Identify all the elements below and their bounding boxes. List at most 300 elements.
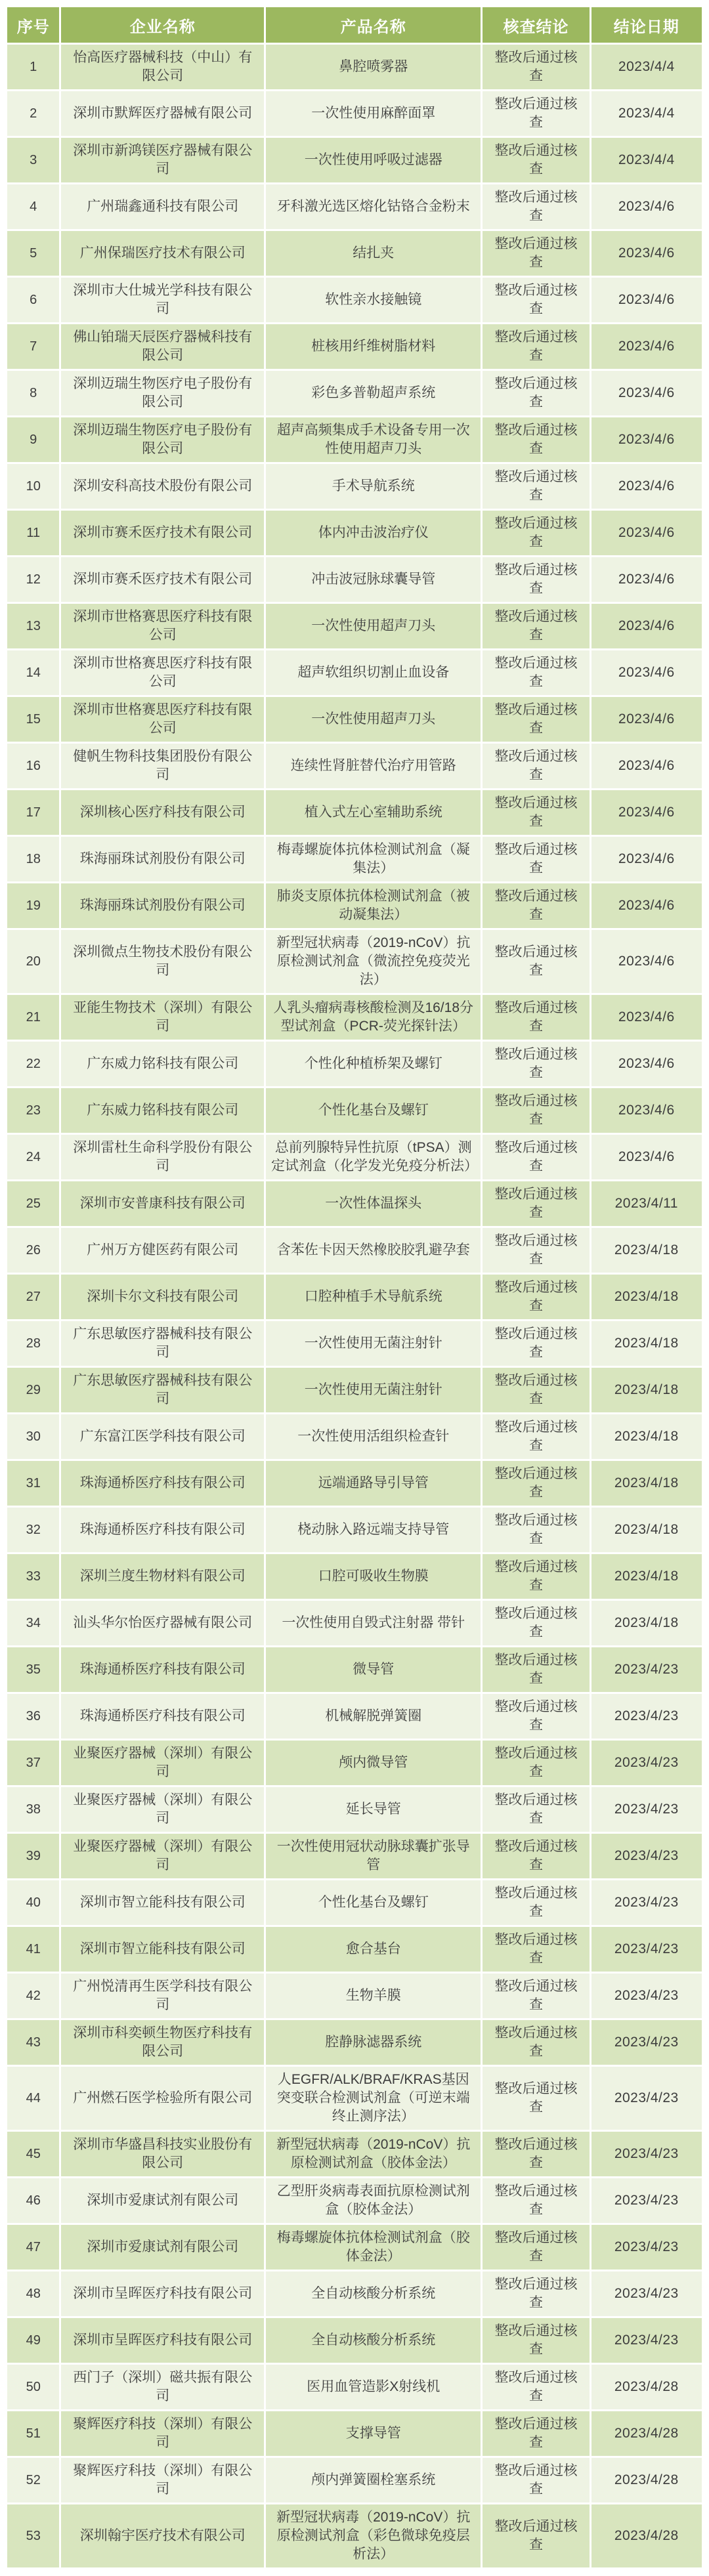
cell-conclusion: 整改后通过核查 <box>483 995 589 1040</box>
cell-conclusion: 整改后通过核查 <box>483 1508 589 1552</box>
table-header <box>7 7 702 43</box>
table-row <box>7 1228 702 1273</box>
table-row <box>7 138 702 182</box>
cell-product: 一次性使用麻醉面罩 <box>266 91 481 136</box>
table-row <box>7 2365 702 2409</box>
cell-conclusion: 整改后通过核查 <box>483 790 589 835</box>
cell-conclusion: 整改后通过核查 <box>483 744 589 788</box>
cell-product: 一次性使用超声刀头 <box>266 604 481 648</box>
cell-company: 深圳市安普康科技有限公司 <box>61 1181 264 1226</box>
cell-company: 深圳雷杜生命科学股份有限公司 <box>61 1135 264 1179</box>
cell-seq: 18 <box>7 837 59 881</box>
cell-seq: 10 <box>7 464 59 509</box>
cell-seq: 49 <box>7 2318 59 2363</box>
cell-company: 深圳市世格赛思医疗科技有限公司 <box>61 697 264 742</box>
cell-seq: 19 <box>7 883 59 928</box>
cell-conclusion: 整改后通过核查 <box>483 417 589 462</box>
cell-seq: 22 <box>7 1042 59 1086</box>
cell-date: 2023/4/4 <box>591 91 702 136</box>
cell-date: 2023/4/18 <box>591 1461 702 1506</box>
cell-conclusion: 整改后通过核查 <box>483 278 589 322</box>
cell-date: 2023/4/6 <box>591 278 702 322</box>
cell-company: 广东威力铭科技有限公司 <box>61 1088 264 1133</box>
cell-date: 2023/4/23 <box>591 2178 702 2223</box>
cell-product: 人乳头瘤病毒核酸检测及16/18分型试剂盒（PCR-荧光探针法） <box>266 995 481 1040</box>
cell-conclusion: 整改后通过核查 <box>483 1042 589 1086</box>
cell-product: 腔静脉滤器系统 <box>266 2020 481 2065</box>
cell-seq: 50 <box>7 2365 59 2409</box>
cell-date: 2023/4/6 <box>591 604 702 648</box>
cell-date: 2023/4/23 <box>591 2132 702 2176</box>
cell-conclusion: 整改后通过核查 <box>483 837 589 881</box>
cell-seq: 35 <box>7 1647 59 1692</box>
cell-date: 2023/4/23 <box>591 2020 702 2065</box>
cell-date: 2023/4/11 <box>591 1181 702 1226</box>
cell-date: 2023/4/6 <box>591 417 702 462</box>
cell-company: 珠海丽珠试剂股份有限公司 <box>61 837 264 881</box>
cell-seq: 14 <box>7 650 59 695</box>
cell-conclusion: 整改后通过核查 <box>483 91 589 136</box>
cell-company: 深圳微点生物技术股份有限公司 <box>61 930 264 993</box>
cell-conclusion: 整改后通过核查 <box>483 1088 589 1133</box>
cell-product: 结扎夹 <box>266 231 481 276</box>
column-header-company: 企业名称 <box>61 7 264 43</box>
cell-product: 一次性使用无菌注射针 <box>266 1368 481 1412</box>
cell-date: 2023/4/18 <box>591 1601 702 1645</box>
cell-company: 深圳市赛禾医疗技术有限公司 <box>61 557 264 602</box>
cell-conclusion: 整改后通过核查 <box>483 231 589 276</box>
cell-conclusion: 整改后通过核查 <box>483 1974 589 2018</box>
cell-seq: 6 <box>7 278 59 322</box>
cell-company: 深圳市智立能科技有限公司 <box>61 1927 264 1972</box>
column-header-date: 结论日期 <box>591 7 702 43</box>
cell-seq: 32 <box>7 1508 59 1552</box>
cell-company: 深圳翰宇医疗技术有限公司 <box>61 2504 264 2567</box>
cell-company: 业聚医疗器械（深圳）有限公司 <box>61 1787 264 1832</box>
cell-date: 2023/4/6 <box>591 324 702 369</box>
cell-seq: 12 <box>7 557 59 602</box>
table-row <box>7 1647 702 1692</box>
table-row <box>7 1601 702 1645</box>
table-row <box>7 1834 702 1878</box>
cell-date: 2023/4/6 <box>591 930 702 993</box>
cell-conclusion: 整改后通过核查 <box>483 604 589 648</box>
table-row <box>7 604 702 648</box>
cell-product: 含苯佐卡因天然橡胶胶乳避孕套 <box>266 1228 481 1273</box>
table-row <box>7 744 702 788</box>
cell-conclusion: 整改后通过核查 <box>483 2225 589 2270</box>
cell-date: 2023/4/18 <box>591 1321 702 1366</box>
table-row <box>7 184 702 229</box>
table-body <box>7 45 702 2567</box>
cell-conclusion: 整改后通过核查 <box>483 371 589 415</box>
cell-date: 2023/4/6 <box>591 371 702 415</box>
cell-seq: 33 <box>7 1554 59 1599</box>
cell-conclusion: 整改后通过核查 <box>483 697 589 742</box>
cell-seq: 9 <box>7 417 59 462</box>
cell-company: 广东富江医学科技有限公司 <box>61 1414 264 1459</box>
cell-company: 深圳市默辉医疗器械有限公司 <box>61 91 264 136</box>
cell-product: 一次性使用超声刀头 <box>266 697 481 742</box>
cell-product: 延长导管 <box>266 1787 481 1832</box>
cell-date: 2023/4/6 <box>591 883 702 928</box>
cell-seq: 46 <box>7 2178 59 2223</box>
table-row <box>7 2271 702 2316</box>
cell-company: 珠海通桥医疗科技有限公司 <box>61 1508 264 1552</box>
cell-company: 广东思敏医疗器械科技有限公司 <box>61 1321 264 1366</box>
cell-conclusion: 整改后通过核查 <box>483 324 589 369</box>
cell-product: 一次性使用活组织检查针 <box>266 1414 481 1459</box>
cell-date: 2023/4/23 <box>591 1834 702 1878</box>
cell-product: 医用血管造影X射线机 <box>266 2365 481 2409</box>
cell-date: 2023/4/6 <box>591 231 702 276</box>
cell-company: 深圳核心医疗科技有限公司 <box>61 790 264 835</box>
cell-date: 2023/4/18 <box>591 1508 702 1552</box>
cell-company: 深圳市新鸿镁医疗器械有限公司 <box>61 138 264 182</box>
cell-seq: 52 <box>7 2458 59 2502</box>
table-row <box>7 1088 702 1133</box>
cell-conclusion: 整改后通过核查 <box>483 1554 589 1599</box>
cell-conclusion: 整改后通过核查 <box>483 2271 589 2316</box>
cell-company: 珠海丽珠试剂股份有限公司 <box>61 883 264 928</box>
cell-company: 深圳市世格赛思医疗科技有限公司 <box>61 650 264 695</box>
table-row <box>7 1275 702 1319</box>
table-row <box>7 2225 702 2270</box>
cell-product: 口腔种植手术导航系统 <box>266 1275 481 1319</box>
cell-company: 广州悦清再生医学科技有限公司 <box>61 1974 264 2018</box>
cell-seq: 16 <box>7 744 59 788</box>
cell-product: 新型冠状病毒（2019-nCoV）抗原检测试剂盒（彩色微球免疫层析法） <box>266 2504 481 2567</box>
cell-company: 珠海通桥医疗科技有限公司 <box>61 1694 264 1739</box>
cell-product: 连续性肾脏替代治疗用管路 <box>266 744 481 788</box>
table-row <box>7 91 702 136</box>
table-row <box>7 557 702 602</box>
cell-conclusion: 整改后通过核查 <box>483 2067 589 2130</box>
cell-date: 2023/4/6 <box>591 184 702 229</box>
cell-conclusion: 整改后通过核查 <box>483 184 589 229</box>
cell-product: 超声软组织切割止血设备 <box>266 650 481 695</box>
cell-product: 个性化种植桥架及螺钉 <box>266 1042 481 1086</box>
table-row <box>7 1321 702 1366</box>
cell-product: 个性化基台及螺钉 <box>266 1088 481 1133</box>
cell-product: 愈合基台 <box>266 1927 481 1972</box>
cell-conclusion: 整改后通过核查 <box>483 1787 589 1832</box>
cell-date: 2023/4/18 <box>591 1414 702 1459</box>
cell-product: 总前列腺特异性抗原（tPSA）测定试剂盒（化学发光免疫分析法） <box>266 1135 481 1179</box>
cell-company: 广州保瑞医疗技术有限公司 <box>61 231 264 276</box>
cell-company: 深圳市华盛昌科技实业股份有限公司 <box>61 2132 264 2176</box>
cell-seq: 28 <box>7 1321 59 1366</box>
table-row <box>7 1135 702 1179</box>
cell-conclusion: 整改后通过核查 <box>483 883 589 928</box>
cell-product: 冲击波冠脉球囊导管 <box>266 557 481 602</box>
cell-product: 口腔可吸收生物膜 <box>266 1554 481 1599</box>
cell-seq: 24 <box>7 1135 59 1179</box>
cell-date: 2023/4/6 <box>591 744 702 788</box>
table-row <box>7 417 702 462</box>
cell-conclusion: 整改后通过核查 <box>483 557 589 602</box>
cell-seq: 13 <box>7 604 59 648</box>
cell-company: 亚能生物技术（深圳）有限公司 <box>61 995 264 1040</box>
table-row <box>7 995 702 1040</box>
cell-seq: 1 <box>7 45 59 89</box>
table-row <box>7 1554 702 1599</box>
cell-company: 怡高医疗器械科技（中山）有限公司 <box>61 45 264 89</box>
cell-conclusion: 整改后通过核查 <box>483 650 589 695</box>
cell-date: 2023/4/6 <box>591 650 702 695</box>
cell-conclusion: 整改后通过核查 <box>483 1321 589 1366</box>
cell-conclusion: 整改后通过核查 <box>483 138 589 182</box>
cell-seq: 29 <box>7 1368 59 1412</box>
cell-product: 梅毒螺旋体抗体检测试剂盒（胶体金法） <box>266 2225 481 2270</box>
table-row <box>7 1694 702 1739</box>
cell-seq: 34 <box>7 1601 59 1645</box>
cell-date: 2023/4/4 <box>591 45 702 89</box>
cell-company: 珠海通桥医疗科技有限公司 <box>61 1461 264 1506</box>
table-row <box>7 1042 702 1086</box>
cell-company: 深圳卡尔文科技有限公司 <box>61 1275 264 1319</box>
cell-product: 一次性体温探头 <box>266 1181 481 1226</box>
cell-company: 佛山铂瑞天辰医疗器械科技有限公司 <box>61 324 264 369</box>
cell-product: 一次性使用无菌注射针 <box>266 1321 481 1366</box>
cell-company: 深圳市科奕顿生物医疗科技有限公司 <box>61 2020 264 2065</box>
cell-company: 广东威力铭科技有限公司 <box>61 1042 264 1086</box>
cell-date: 2023/4/6 <box>591 790 702 835</box>
cell-date: 2023/4/6 <box>591 1042 702 1086</box>
cell-product: 颅内弹簧圈栓塞系统 <box>266 2458 481 2502</box>
cell-date: 2023/4/23 <box>591 1927 702 1972</box>
table-row <box>7 511 702 555</box>
cell-date: 2023/4/23 <box>591 1741 702 1785</box>
cell-product: 机械解脱弹簧圈 <box>266 1694 481 1739</box>
cell-seq: 2 <box>7 91 59 136</box>
cell-seq: 11 <box>7 511 59 555</box>
cell-company: 深圳迈瑞生物医疗电子股份有限公司 <box>61 371 264 415</box>
cell-date: 2023/4/28 <box>591 2458 702 2502</box>
cell-conclusion: 整改后通过核查 <box>483 1601 589 1645</box>
cell-seq: 5 <box>7 231 59 276</box>
table-row <box>7 45 702 89</box>
cell-conclusion: 整改后通过核查 <box>483 2132 589 2176</box>
cell-conclusion: 整改后通过核查 <box>483 2504 589 2567</box>
cell-date: 2023/4/6 <box>591 464 702 509</box>
cell-product: 桩核用纤维树脂材料 <box>266 324 481 369</box>
cell-seq: 42 <box>7 1974 59 2018</box>
cell-conclusion: 整改后通过核查 <box>483 511 589 555</box>
cell-date: 2023/4/23 <box>591 1787 702 1832</box>
table-row <box>7 1368 702 1412</box>
cell-conclusion: 整改后通过核查 <box>483 1414 589 1459</box>
table-row <box>7 790 702 835</box>
table-row <box>7 1461 702 1506</box>
table-row <box>7 883 702 928</box>
cell-conclusion: 整改后通过核查 <box>483 1880 589 1925</box>
cell-date: 2023/4/6 <box>591 511 702 555</box>
cell-date: 2023/4/6 <box>591 557 702 602</box>
cell-seq: 31 <box>7 1461 59 1506</box>
table-row <box>7 1508 702 1552</box>
cell-product: 微导管 <box>266 1647 481 1692</box>
table-row <box>7 2411 702 2456</box>
cell-conclusion: 整改后通过核查 <box>483 2178 589 2223</box>
table-row <box>7 2318 702 2363</box>
cell-product: 肺炎支原体抗体检测试剂盒（被动凝集法） <box>266 883 481 928</box>
cell-product: 软性亲水接触镜 <box>266 278 481 322</box>
column-header-conclusion: 核查结论 <box>483 7 589 43</box>
cell-conclusion: 整改后通过核查 <box>483 1694 589 1739</box>
cell-conclusion: 整改后通过核查 <box>483 1741 589 1785</box>
cell-seq: 26 <box>7 1228 59 1273</box>
cell-seq: 3 <box>7 138 59 182</box>
cell-seq: 47 <box>7 2225 59 2270</box>
table-row <box>7 2504 702 2567</box>
cell-seq: 39 <box>7 1834 59 1878</box>
cell-product: 体内冲击波治疗仪 <box>266 511 481 555</box>
cell-date: 2023/4/18 <box>591 1554 702 1599</box>
cell-company: 深圳安科高技术股份有限公司 <box>61 464 264 509</box>
table-row <box>7 2020 702 2065</box>
cell-date: 2023/4/23 <box>591 2067 702 2130</box>
table-row <box>7 324 702 369</box>
cell-seq: 36 <box>7 1694 59 1739</box>
table-row <box>7 371 702 415</box>
cell-seq: 8 <box>7 371 59 415</box>
cell-company: 聚辉医疗科技（深圳）有限公司 <box>61 2411 264 2456</box>
cell-conclusion: 整改后通过核查 <box>483 1368 589 1412</box>
cell-seq: 15 <box>7 697 59 742</box>
cell-date: 2023/4/6 <box>591 837 702 881</box>
cell-product: 支撑导管 <box>266 2411 481 2456</box>
cell-product: 新型冠状病毒（2019-nCoV）抗原检测试剂盒（微流控免疫荧光法） <box>266 930 481 993</box>
cell-date: 2023/4/6 <box>591 995 702 1040</box>
cell-conclusion: 整改后通过核查 <box>483 1275 589 1319</box>
cell-product: 牙科激光选区熔化钴铬合金粉末 <box>266 184 481 229</box>
table-row <box>7 231 702 276</box>
cell-company: 深圳市赛禾医疗技术有限公司 <box>61 511 264 555</box>
cell-company: 深圳市世格赛思医疗科技有限公司 <box>61 604 264 648</box>
cell-conclusion: 整改后通过核查 <box>483 1228 589 1273</box>
cell-date: 2023/4/28 <box>591 2504 702 2567</box>
table-row <box>7 1880 702 1925</box>
cell-date: 2023/4/4 <box>591 138 702 182</box>
cell-seq: 53 <box>7 2504 59 2567</box>
table-row <box>7 2458 702 2502</box>
column-header-seq: 序号 <box>7 7 59 43</box>
cell-seq: 41 <box>7 1927 59 1972</box>
table-row <box>7 1974 702 2018</box>
cell-date: 2023/4/18 <box>591 1275 702 1319</box>
cell-product: 一次性使用呼吸过滤器 <box>266 138 481 182</box>
cell-product: 鼻腔喷雾器 <box>266 45 481 89</box>
cell-company: 深圳市呈晖医疗科技有限公司 <box>61 2271 264 2316</box>
table-row <box>7 2178 702 2223</box>
cell-date: 2023/4/23 <box>591 1694 702 1739</box>
cell-seq: 4 <box>7 184 59 229</box>
cell-company: 业聚医疗器械（深圳）有限公司 <box>61 1741 264 1785</box>
cell-conclusion: 整改后通过核查 <box>483 1927 589 1972</box>
cell-product: 生物羊膜 <box>266 1974 481 2018</box>
cell-conclusion: 整改后通过核查 <box>483 2411 589 2456</box>
cell-date: 2023/4/18 <box>591 1228 702 1273</box>
cell-date: 2023/4/28 <box>591 2411 702 2456</box>
cell-conclusion: 整改后通过核查 <box>483 930 589 993</box>
cell-product: 全自动核酸分析系统 <box>266 2318 481 2363</box>
table-row <box>7 2067 702 2130</box>
cell-date: 2023/4/23 <box>591 1647 702 1692</box>
cell-seq: 43 <box>7 2020 59 2065</box>
cell-seq: 25 <box>7 1181 59 1226</box>
cell-conclusion: 整改后通过核查 <box>483 1834 589 1878</box>
cell-product: 超声高频集成手术设备专用一次性使用超声刀头 <box>266 417 481 462</box>
table-row <box>7 650 702 695</box>
table-row <box>7 464 702 509</box>
cell-seq: 7 <box>7 324 59 369</box>
inspection-results-table <box>5 5 704 2569</box>
cell-seq: 20 <box>7 930 59 993</box>
cell-company: 深圳市大仕城光学科技有限公司 <box>61 278 264 322</box>
cell-product: 新型冠状病毒（2019-nCoV）抗原检测试剂盒（胶体金法） <box>266 2132 481 2176</box>
cell-date: 2023/4/6 <box>591 1135 702 1179</box>
cell-conclusion: 整改后通过核查 <box>483 464 589 509</box>
cell-product: 彩色多普勒超声系统 <box>266 371 481 415</box>
cell-product: 个性化基台及螺钉 <box>266 1880 481 1925</box>
cell-product: 颅内微导管 <box>266 1741 481 1785</box>
table-row <box>7 930 702 993</box>
table-row <box>7 837 702 881</box>
cell-seq: 44 <box>7 2067 59 2130</box>
cell-seq: 27 <box>7 1275 59 1319</box>
table-row <box>7 278 702 322</box>
cell-date: 2023/4/6 <box>591 1088 702 1133</box>
table-row <box>7 697 702 742</box>
cell-conclusion: 整改后通过核查 <box>483 45 589 89</box>
cell-conclusion: 整改后通过核查 <box>483 1181 589 1226</box>
cell-conclusion: 整改后通过核查 <box>483 2458 589 2502</box>
cell-company: 广州瑞鑫通科技有限公司 <box>61 184 264 229</box>
cell-conclusion: 整改后通过核查 <box>483 1461 589 1506</box>
table-row <box>7 1787 702 1832</box>
cell-company: 健帆生物科技集团股份有限公司 <box>61 744 264 788</box>
cell-product: 一次性使用自毁式注射器 带针 <box>266 1601 481 1645</box>
cell-company: 深圳市爱康试剂有限公司 <box>61 2225 264 2270</box>
cell-conclusion: 整改后通过核查 <box>483 1135 589 1179</box>
cell-product: 一次性使用冠状动脉球囊扩张导管 <box>266 1834 481 1878</box>
cell-product: 乙型肝炎病毒表面抗原检测试剂盒（胶体金法） <box>266 2178 481 2223</box>
cell-seq: 17 <box>7 790 59 835</box>
cell-company: 珠海通桥医疗科技有限公司 <box>61 1647 264 1692</box>
cell-seq: 48 <box>7 2271 59 2316</box>
header-row <box>7 7 702 43</box>
cell-company: 汕头华尔怡医疗器械有限公司 <box>61 1601 264 1645</box>
cell-product: 远端通路导引导管 <box>266 1461 481 1506</box>
cell-date: 2023/4/23 <box>591 2318 702 2363</box>
cell-company: 业聚医疗器械（深圳）有限公司 <box>61 1834 264 1878</box>
cell-date: 2023/4/28 <box>591 2365 702 2409</box>
cell-product: 植入式左心室辅助系统 <box>266 790 481 835</box>
cell-seq: 51 <box>7 2411 59 2456</box>
cell-conclusion: 整改后通过核查 <box>483 2318 589 2363</box>
cell-company: 西门子（深圳）磁共振有限公司 <box>61 2365 264 2409</box>
cell-product: 手术导航系统 <box>266 464 481 509</box>
cell-seq: 37 <box>7 1741 59 1785</box>
cell-date: 2023/4/23 <box>591 1974 702 2018</box>
cell-company: 广州燃石医学检验所有限公司 <box>61 2067 264 2130</box>
cell-conclusion: 整改后通过核查 <box>483 1647 589 1692</box>
cell-company: 聚辉医疗科技（深圳）有限公司 <box>61 2458 264 2502</box>
cell-conclusion: 整改后通过核查 <box>483 2365 589 2409</box>
cell-date: 2023/4/18 <box>591 1368 702 1412</box>
cell-conclusion: 整改后通过核查 <box>483 2020 589 2065</box>
